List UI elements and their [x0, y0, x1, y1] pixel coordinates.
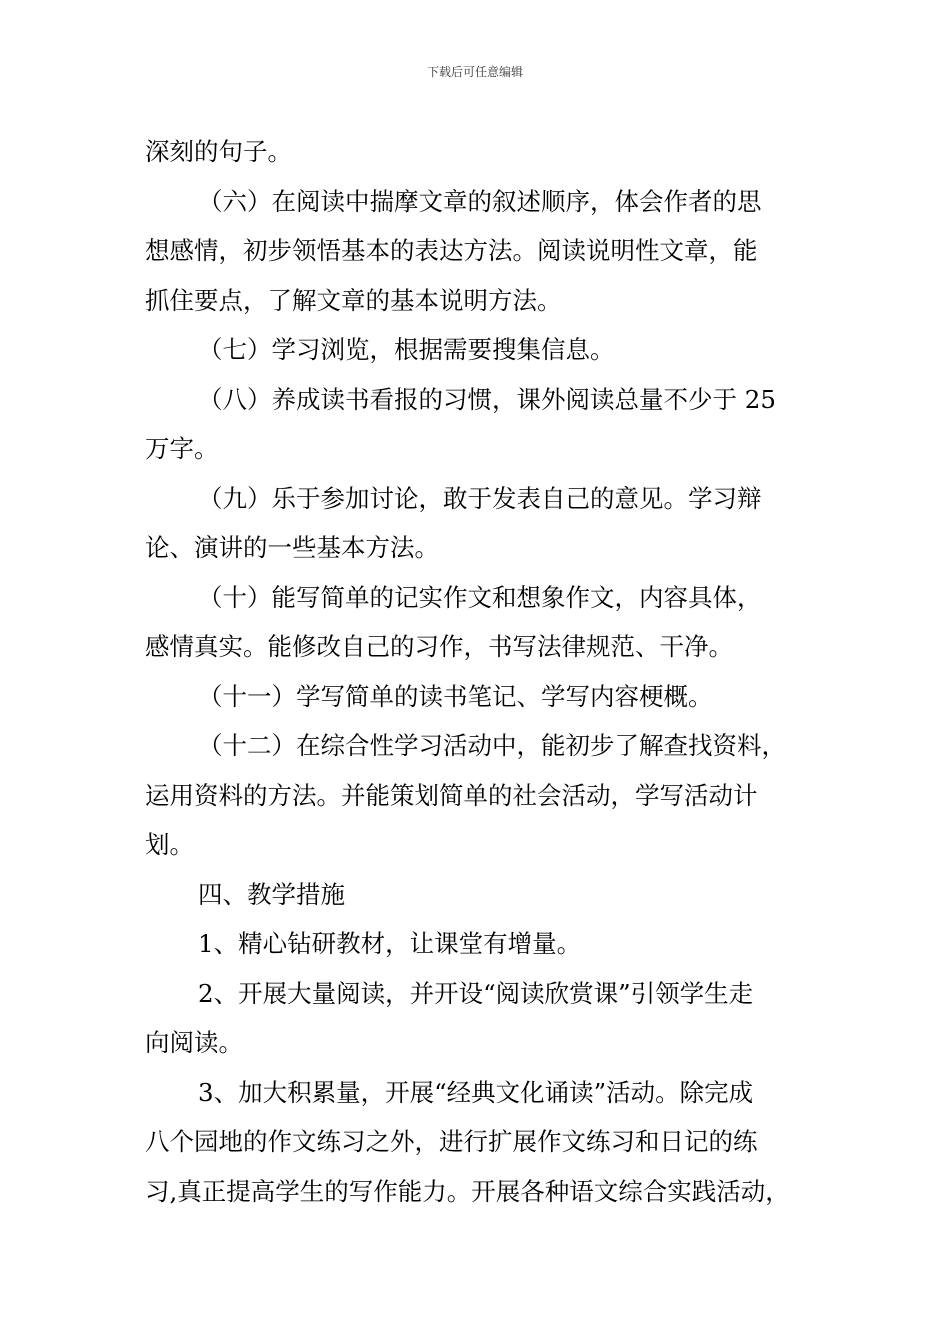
text-line: 1、精心钻研教材，让课堂有增量。 — [198, 929, 582, 958]
section-heading: 四、教学措施 — [198, 879, 345, 909]
text-line: 论、演讲的一些基本方法。 — [145, 533, 439, 562]
text-line: （九）乐于参加讨论，敢于发表自己的意见。学习辩 — [198, 483, 762, 513]
text-line: 向阅读。 — [145, 1028, 243, 1057]
text-line: 2、开展大量阅读，并开设“阅读欣赏课”引领学生走 — [198, 978, 754, 1008]
document-body — [145, 127, 817, 1216]
text-line: （十一）学写简单的读书笔记、学写内容梗概。 — [198, 681, 713, 711]
text-line: 3、加大积累量，开展“经典文化诵读”活动。除完成 — [198, 1077, 754, 1107]
text-line: 八个园地的作文练习之外，进行扩展作文练习和日记的练 — [145, 1127, 758, 1156]
text-line: 深刻的句子。 — [145, 137, 292, 166]
text-line: （十）能写简单的记实作文和想象作文，内容具体， — [198, 582, 762, 612]
text-line: 习,真正提高学生的写作能力。开展各种语文综合实践活动， — [145, 1176, 790, 1206]
text-line: 想感情，初步领悟基本的表达方法。阅读说明性文章，能 — [145, 236, 758, 265]
page-header: 下载后可任意编辑 — [426, 65, 523, 79]
text-line: 划。 — [145, 830, 194, 859]
text-line: （八）养成读书看报的习惯，课外阅读总量不少于 25 — [198, 384, 776, 414]
text-line: 抓住要点，了解文章的基本说明方法。 — [145, 285, 562, 315]
text-line: 万字。 — [145, 434, 219, 463]
text-line: （六）在阅读中揣摩文章的叙述顺序，体会作者的思 — [198, 186, 762, 216]
text-line: （十二）在综合性学习活动中，能初步了解查找资料， — [198, 731, 786, 760]
text-line: （七）学习浏览，根据需要搜集信息。 — [198, 335, 615, 364]
text-line: 运用资料的方法。并能策划简单的社会活动，学写活动计 — [145, 780, 758, 810]
text-line: 感情真实。能修改自己的习作，书写法律规范、干净。 — [145, 632, 733, 661]
